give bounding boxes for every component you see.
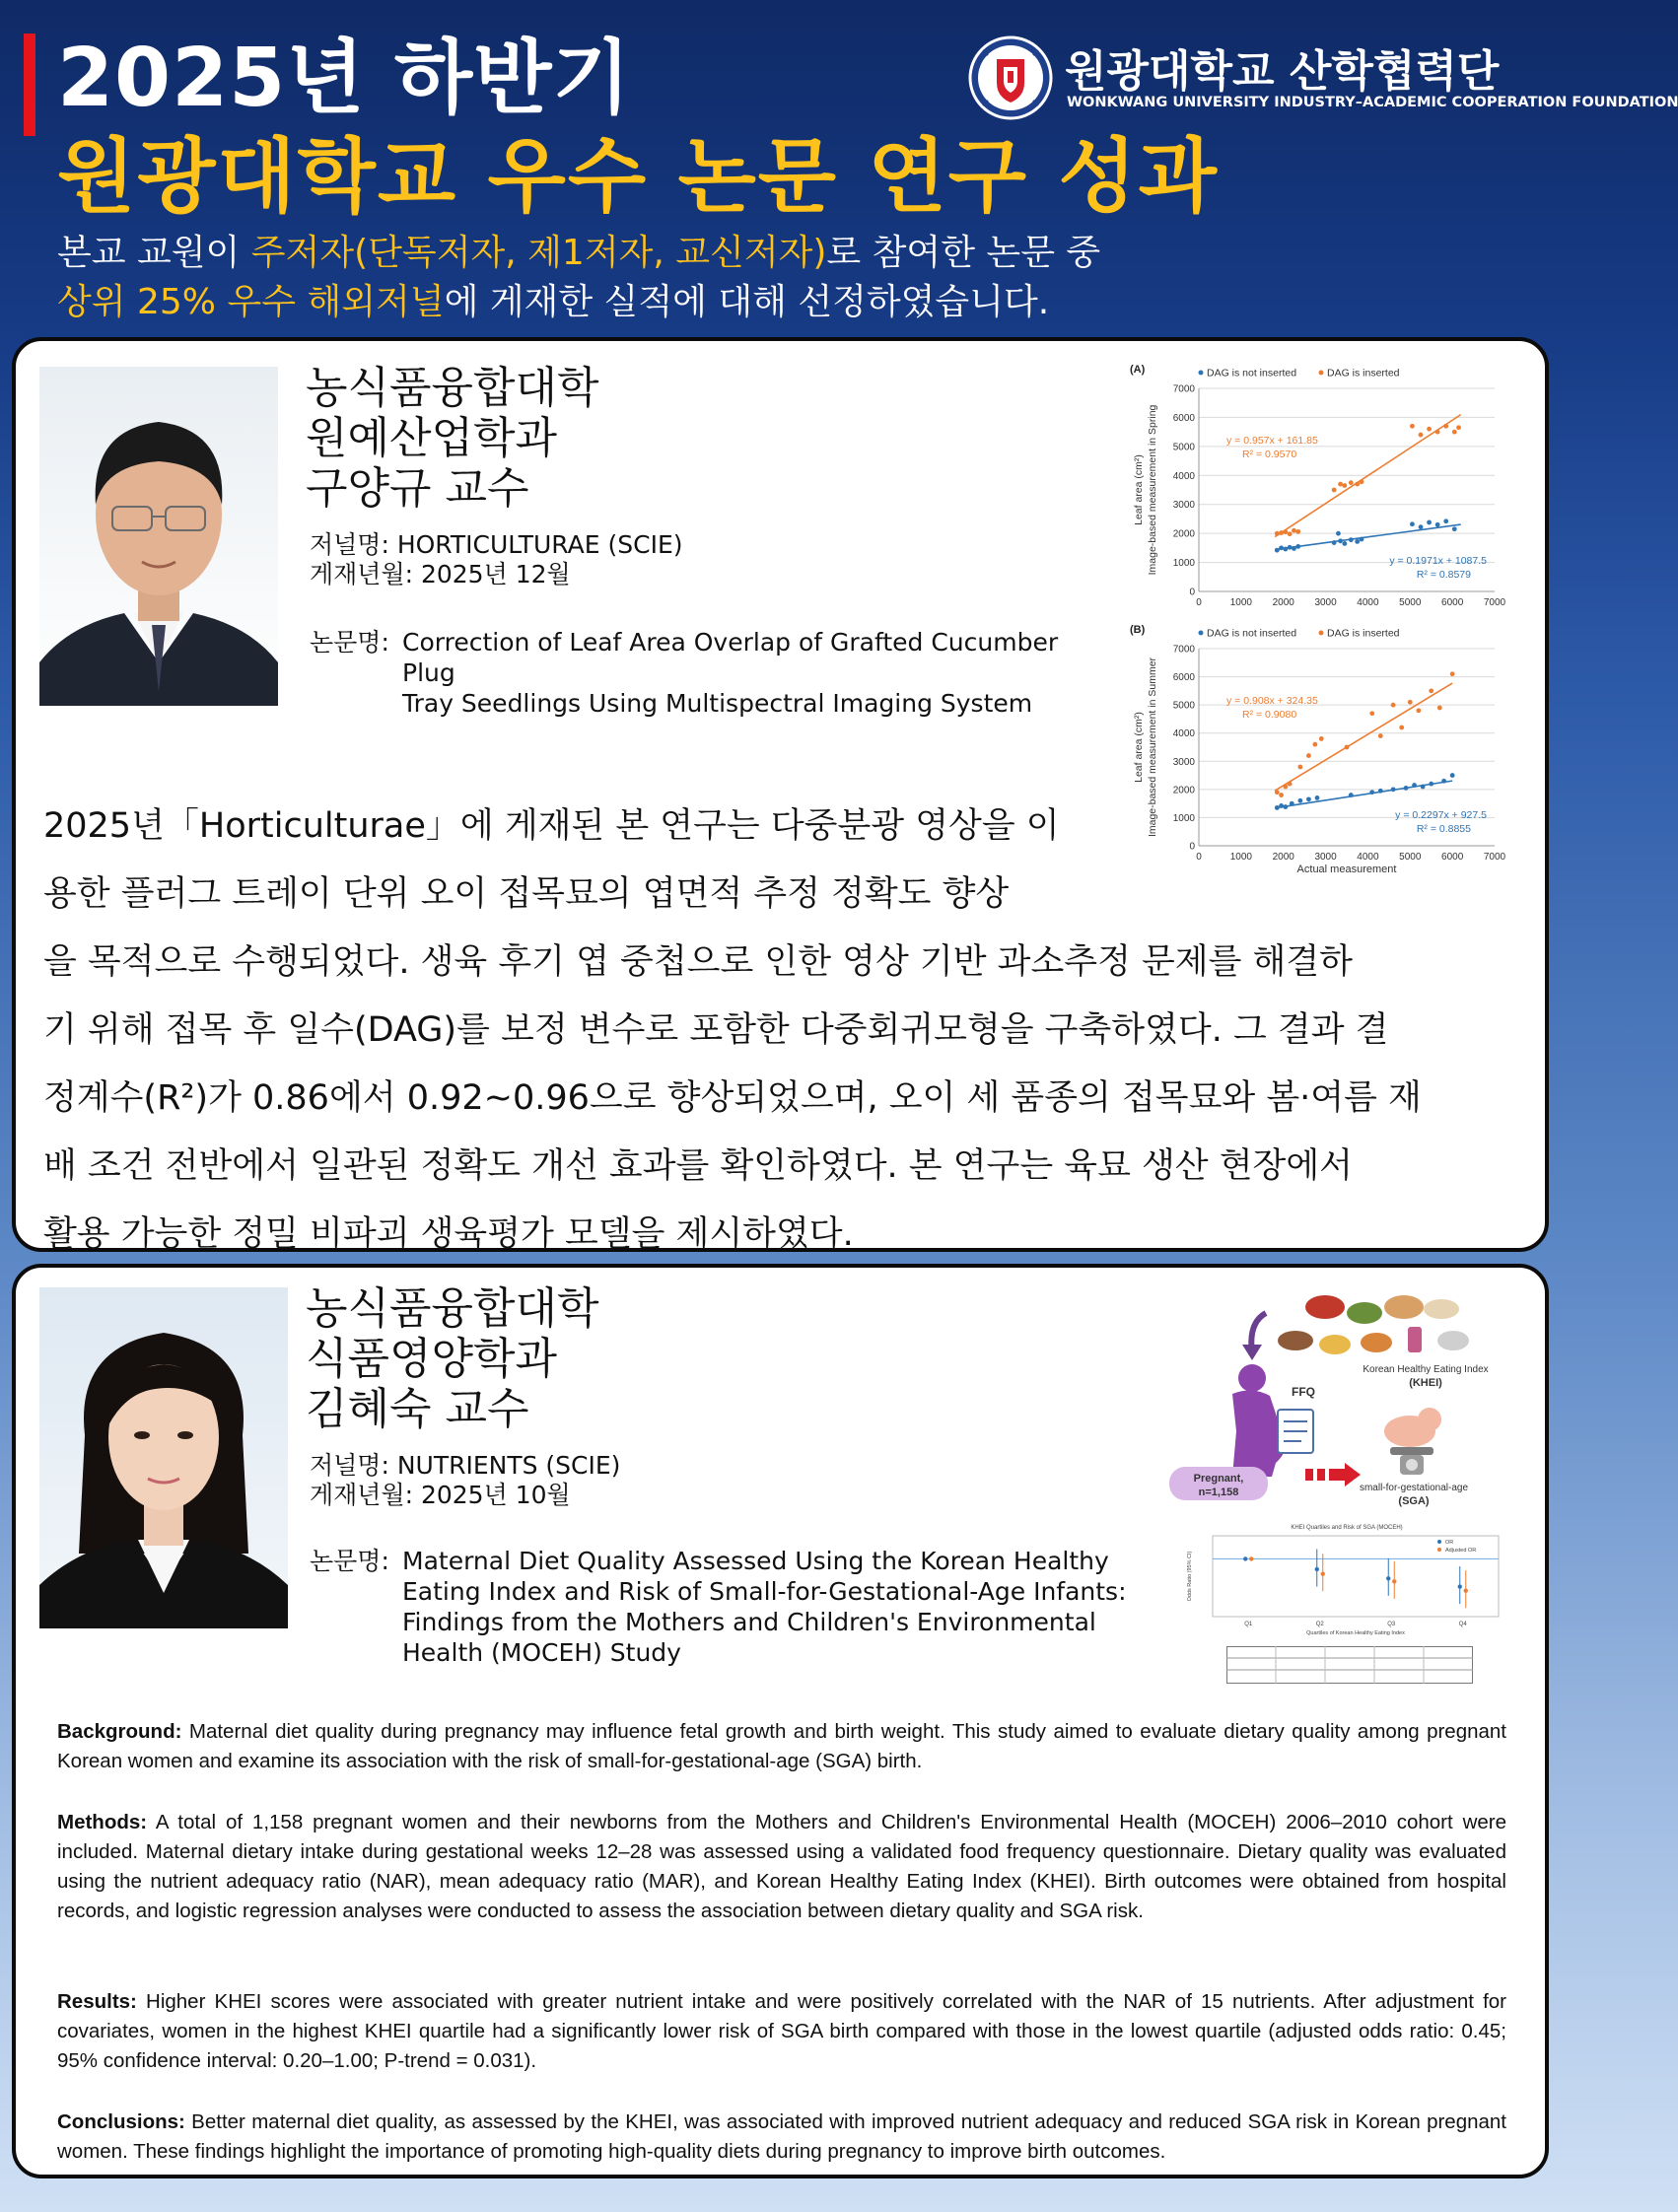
section-label: Conclusions:	[57, 2110, 185, 2133]
data-point	[1292, 546, 1296, 551]
data-point	[1295, 529, 1300, 534]
data-point	[1464, 1588, 1468, 1592]
y-tick-label: 6000	[1172, 672, 1195, 684]
r-squared-label: R² = 0.9570	[1242, 449, 1297, 460]
trendline	[1275, 524, 1461, 550]
professor-name: 구양규 교수	[306, 463, 529, 514]
paper-title-label: 논문명:	[310, 628, 389, 657]
sga-abbr: (SGA)	[1398, 1495, 1430, 1507]
university-name-ko: 원광대학교 산학협력단	[1065, 46, 1500, 97]
data-point	[1419, 524, 1424, 529]
legend-marker	[1319, 631, 1324, 636]
publication-date: 게재년월: 2025년 12월	[310, 560, 571, 588]
y-tick-label: 1000	[1172, 812, 1195, 824]
legend-entry: OR	[1445, 1540, 1454, 1546]
data-point	[1369, 711, 1374, 716]
data-point	[1283, 529, 1288, 534]
x-tick-label: 4000	[1357, 852, 1379, 863]
x-tick-label: 7000	[1483, 597, 1506, 608]
data-point	[1360, 537, 1364, 542]
data-point	[1412, 783, 1417, 788]
data-point	[1288, 531, 1293, 536]
abstract-line: 을 목적으로 수행되었다. 생육 후기 엽 중첩으로 인한 영상 기반 과소추정 문제를 해결하	[43, 942, 1353, 982]
data-point	[1306, 753, 1311, 758]
data-point	[1297, 765, 1302, 770]
x-axis-label: Actual measurement	[1296, 864, 1397, 875]
x-tick-label: 0	[1196, 597, 1202, 608]
intro-part: 에 게재한 실적에 대해 선정하였습니다.	[444, 282, 1050, 322]
abstract-methods	[57, 1808, 1506, 1926]
data-point	[1435, 430, 1440, 435]
paper-title-text	[402, 627, 1118, 719]
data-point	[1338, 482, 1343, 487]
data-point	[1338, 538, 1343, 543]
paper-title	[310, 627, 1118, 718]
data-point	[1416, 708, 1421, 713]
data-point	[1292, 528, 1296, 533]
section-text: A total of 1,158 pregnant women and their newborns from the Mothers and Children's Environmental Health (MOCEH) 2006–2010 cohort were included. Maternal dietary intake during gestational weeks 12–28 was assessed using a validated food frequency questionnaire. Dietary quality was evaluated using the nutrient adequacy ratio (NAR), mean adequacy ratio (MAR), and Korean Healthy Eating Index (KHEI). Birth outcomes were obtained from hospital records, and logistic regression analyses were conducted to assess the association between dietary quality and SGA risk.	[57, 1811, 1506, 1922]
y-axis-label: Odds Ratio (95% CI)	[1187, 1551, 1193, 1602]
intro-part: 로 참여한 논문 중	[826, 233, 1101, 273]
y-tick-label: 7000	[1172, 383, 1195, 395]
data-point	[1437, 706, 1442, 711]
data-point	[1342, 483, 1347, 488]
page-title: 2025년 하반기	[57, 32, 632, 125]
y-tick-label: 4000	[1172, 728, 1195, 740]
section-text: Maternal diet quality during pregnancy may influence fetal growth and birth weight. This study aimed to evaluate dietary quality among pregnant Korean women and examine its association with the risk of small-for-gestational-age (SGA) birth.	[57, 1720, 1506, 1772]
section-label: Results:	[57, 1990, 137, 2013]
y-tick-label: 5000	[1172, 442, 1195, 453]
data-point	[1391, 787, 1396, 792]
data-point	[1441, 779, 1446, 784]
x-tick-label: 3000	[1314, 852, 1337, 863]
data-point	[1399, 726, 1404, 730]
intro-highlight: 주저자(단독저자, 제1저자, 교신저자)	[250, 233, 827, 273]
data-point	[1386, 1576, 1390, 1580]
cohort-size: n=1,158	[1198, 1486, 1239, 1498]
x-tick-label: 3000	[1314, 597, 1337, 608]
data-point	[1319, 736, 1324, 741]
legend-marker	[1199, 371, 1204, 376]
journal-name: 저널명: HORTICULTURAE (SCIE)	[310, 530, 683, 559]
data-point	[1421, 785, 1426, 790]
data-point	[1295, 544, 1300, 549]
data-point	[1336, 531, 1341, 536]
data-point	[1321, 1571, 1325, 1575]
section-label: Background:	[57, 1720, 182, 1743]
x-tick-label: 2000	[1272, 852, 1294, 863]
arrow-icon	[1305, 1463, 1361, 1486]
food-icons	[1278, 1295, 1469, 1354]
data-point	[1249, 1556, 1253, 1560]
data-point	[1458, 1584, 1462, 1588]
data-point	[1349, 537, 1354, 542]
legend-marker	[1437, 1540, 1441, 1544]
trendline-equation: y = 0.908x + 324.35	[1226, 695, 1318, 707]
r-squared-label: R² = 0.9080	[1242, 709, 1297, 721]
data-point	[1288, 782, 1293, 787]
data-point	[1410, 521, 1415, 526]
y-tick-label: 3000	[1172, 500, 1195, 512]
pregnant-woman-icon	[1232, 1364, 1313, 1477]
legend-entry: DAG is not inserted	[1207, 627, 1297, 640]
abstract-line: 기 위해 접목 후 일수(DAG)를 보정 변수로 포함한 다중회귀모형을 구축하였다. 그 결과 결	[43, 1010, 1389, 1050]
legend-marker	[1319, 371, 1324, 376]
x-tick-label: 5000	[1399, 852, 1422, 863]
y-tick-label: 6000	[1172, 412, 1195, 424]
data-point	[1427, 520, 1432, 525]
data-point	[1355, 482, 1360, 487]
data-point	[1378, 733, 1383, 738]
abstract-line: 활용 가능한 정밀 비파괴 생육평가 모델을 제시하였다.	[43, 1214, 854, 1254]
section-text: Better maternal diet quality, as assessed by the KHEI, was associated with improved nutrient adequacy and reduced SGA risk in Korean pregnant women. These findings highlight the importance of promoting high-quality diets during pregnancy to improve birth outcomes.	[57, 2110, 1506, 2163]
paper-title-line: Eating Index and Risk of Small-for-Gestational-Age Infants:	[402, 1577, 1127, 1606]
y-axis-label: Image-based measurement in Spring	[1147, 404, 1158, 576]
y-tick-label: 2000	[1172, 528, 1195, 540]
khei-label: Korean Healthy Eating Index	[1363, 1364, 1489, 1375]
x-tick-label: Q3	[1387, 1622, 1396, 1627]
data-point	[1419, 433, 1424, 438]
results-table-thumbnail	[1226, 1646, 1473, 1684]
y-tick-label: 2000	[1172, 785, 1195, 796]
data-point	[1275, 531, 1280, 536]
r-squared-label: R² = 0.8579	[1416, 569, 1471, 581]
sga-label: small-for-gestational-age	[1359, 1483, 1469, 1493]
x-tick-label: 1000	[1229, 852, 1252, 863]
x-tick-label: 5000	[1399, 597, 1422, 608]
legend-marker	[1437, 1548, 1441, 1552]
data-point	[1355, 539, 1360, 544]
university-name-en: WONKWANG UNIVERSITY INDUSTRY–ACADEMIC COOPERATION FOUNDATION	[1067, 95, 1678, 110]
data-point	[1283, 785, 1288, 790]
professor-photo	[39, 367, 278, 706]
scatter-chart-spring	[1128, 361, 1532, 619]
data-point	[1410, 424, 1415, 429]
legend-marker	[1199, 631, 1204, 636]
data-point	[1332, 540, 1337, 545]
panel-label: (A)	[1130, 364, 1146, 376]
paper-title-line: Health (MOCEH) Study	[402, 1638, 681, 1667]
paper-card-2	[12, 1264, 1549, 2178]
data-point	[1427, 427, 1432, 432]
data-point	[1404, 786, 1409, 791]
y-tick-label: 4000	[1172, 470, 1195, 482]
data-point	[1243, 1556, 1247, 1560]
journal-meta	[310, 1451, 620, 1510]
trendline-equation: y = 0.2297x + 927.5	[1395, 809, 1487, 821]
x-tick-label: 0	[1196, 852, 1202, 863]
chart-title: KHEI Quartiles and Risk of SGA (MOCEH)	[1291, 1525, 1403, 1531]
data-point	[1283, 547, 1288, 552]
department-name: 식품영양학과	[306, 1334, 558, 1384]
department-name: 원예산업학과	[306, 413, 558, 463]
trendline-equation: y = 0.957x + 161.85	[1226, 435, 1318, 447]
university-emblem-icon	[968, 35, 1053, 120]
y-tick-label: 5000	[1172, 700, 1195, 712]
data-point	[1275, 548, 1280, 553]
data-point	[1360, 479, 1364, 484]
panel-label: (B)	[1130, 624, 1146, 636]
professor-photo	[39, 1287, 288, 1628]
y-tick-label: 3000	[1172, 756, 1195, 768]
data-point	[1435, 522, 1440, 527]
data-point	[1279, 530, 1284, 535]
page-subtitle: 원광대학교 우수 논문 연구 성과	[57, 130, 1219, 224]
college-name: 농식품융합대학	[306, 1283, 599, 1334]
y-tick-label: 7000	[1172, 644, 1195, 656]
khei-abbr: (KHEI)	[1409, 1377, 1442, 1389]
abstract-results	[57, 1987, 1506, 2076]
section-label: Methods:	[57, 1811, 148, 1833]
paper-title-line: Maternal Diet Quality Assessed Using the Korean Healthy	[402, 1547, 1109, 1575]
trendline-equation: y = 0.1971x + 1087.5	[1389, 555, 1487, 567]
data-point	[1408, 700, 1413, 705]
data-point	[1450, 671, 1455, 676]
legend-entry: Adjusted OR	[1445, 1548, 1477, 1554]
x-tick-label: 7000	[1483, 852, 1506, 863]
y-tick-label: 0	[1189, 587, 1195, 598]
legend-entry: DAG is inserted	[1327, 627, 1400, 640]
data-point	[1288, 545, 1293, 550]
title-accent-bar	[24, 34, 35, 136]
data-point	[1452, 430, 1457, 435]
data-point	[1452, 526, 1457, 531]
author-info	[306, 363, 599, 514]
paper-title-line: Correction of Leaf Area Overlap of Grafted Cucumber Plug	[402, 628, 1059, 687]
data-point	[1450, 773, 1455, 778]
y-tick-label: 0	[1189, 841, 1195, 853]
data-point	[1332, 488, 1337, 493]
intro-highlight: 상위 25% 우수 해외저널	[57, 282, 445, 322]
paper-title-line: Tray Seedlings Using Multispectral Imaging System	[402, 689, 1033, 718]
x-tick-label: 2000	[1272, 597, 1294, 608]
data-point	[1443, 518, 1448, 523]
paper-card-1	[12, 337, 1549, 1252]
abstract-line: 정계수(R²)가 0.86에서 0.92~0.96으로 향상되었으며, 오이 세 품종의 접목묘와 봄·여름 재	[43, 1078, 1422, 1118]
forest-plot-chart	[1179, 1520, 1514, 1644]
baby-scale-icon	[1384, 1408, 1441, 1475]
x-axis-label: Quartiles of Korean Healthy Eating Index	[1306, 1630, 1405, 1636]
x-tick-label: 4000	[1357, 597, 1379, 608]
x-tick-label: Q2	[1315, 1622, 1324, 1627]
university-logo	[968, 30, 1678, 128]
paper-title-text	[402, 1546, 1127, 1668]
paper-title-label: 논문명:	[310, 1547, 389, 1575]
abstract-background	[57, 1717, 1506, 1776]
professor-name: 김혜숙 교수	[306, 1384, 529, 1434]
data-point	[1349, 480, 1354, 485]
y-axis-label: Leaf area (cm²)	[1133, 454, 1145, 525]
data-point	[1345, 745, 1350, 750]
section-text: Higher KHEI scores were associated with greater nutrient intake and were positively correlated with the NAR of 15 nutrients. After adjustment for covariates, women in the highest KHEI quartile had a significantly lower risk of SGA birth compared with those in the lowest quartile (adjusted odds ratio: 0.45; 95% confidence interval: 0.20–1.00; P-trend = 0.031).	[57, 1990, 1506, 2072]
y-axis-label: Leaf area (cm²)	[1133, 712, 1145, 783]
journal-name: 저널명: NUTRIENTS (SCIE)	[310, 1451, 621, 1480]
r-squared-label: R² = 0.8855	[1416, 823, 1471, 835]
data-point	[1312, 742, 1317, 747]
x-tick-label: Q1	[1244, 1622, 1253, 1627]
abstract-line: 용한 플러그 트레이 단위 오이 접목묘의 엽면적 추정 정확도 향상	[43, 874, 1010, 914]
data-point	[1429, 782, 1433, 787]
x-tick-label: 6000	[1441, 852, 1464, 863]
legend-entry: DAG is not inserted	[1207, 367, 1297, 380]
graphical-abstract	[1167, 1283, 1522, 1510]
publication-date: 게재년월: 2025년 10월	[310, 1481, 571, 1509]
intro-text	[57, 229, 1100, 327]
abstract-conclusions	[57, 2108, 1506, 2167]
data-point	[1429, 688, 1433, 693]
x-tick-label: 6000	[1441, 597, 1464, 608]
intro-part: 본교 교원이	[57, 233, 251, 273]
paper-title	[310, 1546, 1157, 1674]
x-tick-label: 1000	[1229, 597, 1252, 608]
data-point	[1456, 425, 1461, 430]
legend-entry: DAG is inserted	[1327, 367, 1400, 380]
korean-abstract	[43, 793, 1522, 1269]
data-point	[1391, 703, 1396, 708]
journal-meta	[310, 530, 683, 589]
abstract-line: 배 조건 전반에서 일관된 정확도 개선 효과를 확인하였다. 본 연구는 육묘 생산 현장에서	[43, 1146, 1353, 1186]
pregnant-label: Pregnant,	[1193, 1473, 1244, 1485]
y-axis-label: Image-based measurement in Summer	[1147, 657, 1158, 838]
data-point	[1342, 541, 1347, 546]
paper-title-line: Findings from the Mothers and Children's Environmental	[402, 1608, 1096, 1636]
college-name: 농식품융합대학	[306, 363, 599, 413]
x-tick-label: Q4	[1458, 1622, 1467, 1627]
data-point	[1315, 1567, 1319, 1571]
abstract-line: 2025년「Horticulturae」에 게재된 본 연구는 다중분광 영상을 이	[43, 806, 1060, 846]
author-info	[306, 1283, 599, 1434]
ffq-label: FFQ	[1292, 1385, 1315, 1399]
data-point	[1392, 1579, 1396, 1583]
data-point	[1443, 424, 1448, 429]
data-point	[1279, 545, 1284, 550]
y-tick-label: 1000	[1172, 558, 1195, 570]
